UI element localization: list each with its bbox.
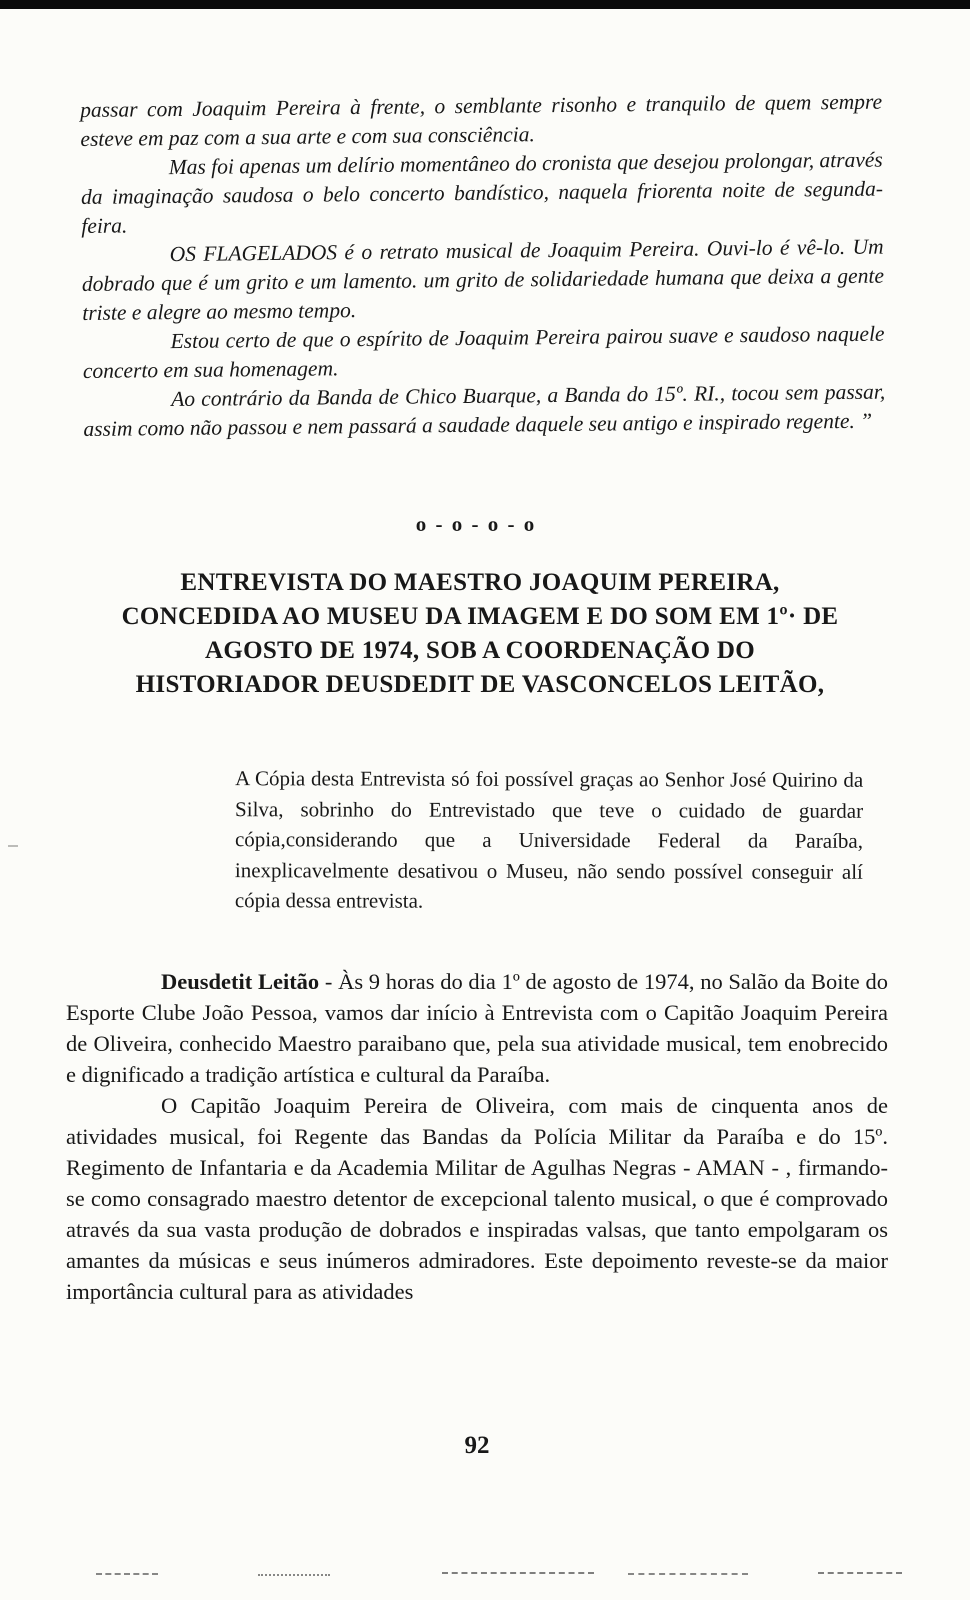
scan-artifact-mark: [8, 845, 18, 847]
interview-paragraph-2: O Capitão Joaquim Pereira de Oliveira, com mais de cinquenta anos de atividades musical, foi Regente das Bandas da Polícia Militar da Paraíba e do 15º. Regimento de Infantaria e da Academia Militar de Agulhas Negras - AMAN - , firmando-se como consagrado maestro detentor de excepcional talento musical, o que é comprovado através da sua vasta produção de dobrados e inspiradas valsas, que tanto empolgaram os amantes da músicas e seus inúmeros admiradores. Este depoimento reveste-se da maior importância cultural para as atividades: [66, 1093, 888, 1304]
scan-artifact-dash: [96, 1573, 158, 1575]
heading-line-1: ENTREVISTA DO MAESTRO JOAQUIM PEREIRA,: [180, 569, 780, 596]
section-separator: o - o - o - o: [415, 512, 537, 536]
scan-edge-bar: [0, 0, 970, 9]
heading-line-3: AGOSTO DE 1974, SOB A COORDENAÇÃO DO: [204, 637, 755, 664]
quote-paragraph-1: passar com Joaquim Pereira à frente, o semblante risonho e tranquilo de quem sempre esteve em paz com a sua arte e com sua consciência.: [80, 89, 883, 151]
heading-line-2: CONCEDIDA AO MUSEU DA IMAGEM E DO SOM EM 1º· DE: [121, 603, 839, 630]
archival-note-paragraph: A Cópia desta Entrevista só foi possível graças ao Senhor José Quirino da Silva, sobrinho do Entrevistado que teve o cuidado de guardar cópia,considerando que a Universidade Federal da Paraíba, inexplicavelmente desativou o Museu, não sendo possível conseguir alí cópia dessa entrevista.: [234, 766, 864, 913]
quote-paragraph-4: Estou certo de que o espírito de Joaquim Pereira pairou suave e saudoso naquele concerto em sua homenagem.: [82, 321, 885, 383]
speaker-name: Deusdetit Leitão: [161, 969, 320, 994]
quote-paragraph-3: OS FLAGELADOS é o retrato musical de Joaquim Pereira. Ouvi-lo é vê-lo. Um dobrado que é um grito e um lamento. um grito de solidariedade humana que deixa a gente triste e alegre ao mesmo tempo.: [81, 234, 885, 325]
interview-heading: [22, 566, 938, 702]
page-number: 92: [464, 1432, 490, 1459]
scan-artifact-dash: [628, 1573, 748, 1575]
quote-block: [80, 88, 886, 444]
scan-artifact-dash: [258, 1574, 330, 1576]
interview-body: [66, 966, 888, 1307]
quote-paragraph-2: Mas foi apenas um delírio momentâneo do cronista que desejou prolongar, através da imaginação saudosa o belo concerto bandístico, naquela friorenta noite de segunda-feira.: [80, 147, 884, 238]
heading-line-4: HISTORIADOR DEUSDEDIT DE VASCONCELOS LEITÃO,: [135, 671, 825, 698]
quote-paragraph-5: Ao contrário da Banda de Chico Buarque, a Banda do 15º. RI., tocou sem passar, assim como não passou e nem passará a saudade daquele seu antigo e inspirado regente. ”: [83, 379, 886, 441]
interview-paragraph-1-text: - Às 9 horas do dia 1º de agosto de 1974, no Salão da Boite do Esporte Clube João Pessoa, vamos dar início à Entrevista com o Capitão Joaquim Pereira de Oliveira, conhecido Maestro paraibano que, pela sua atividade musical, tem enobrecido e dignificado a tradição artística e cultural da Paraíba.: [66, 969, 888, 1087]
scan-artifact-dash: [442, 1572, 594, 1574]
interview-paragraph-1: [66, 966, 888, 1090]
scan-artifact-dash: [818, 1572, 902, 1574]
